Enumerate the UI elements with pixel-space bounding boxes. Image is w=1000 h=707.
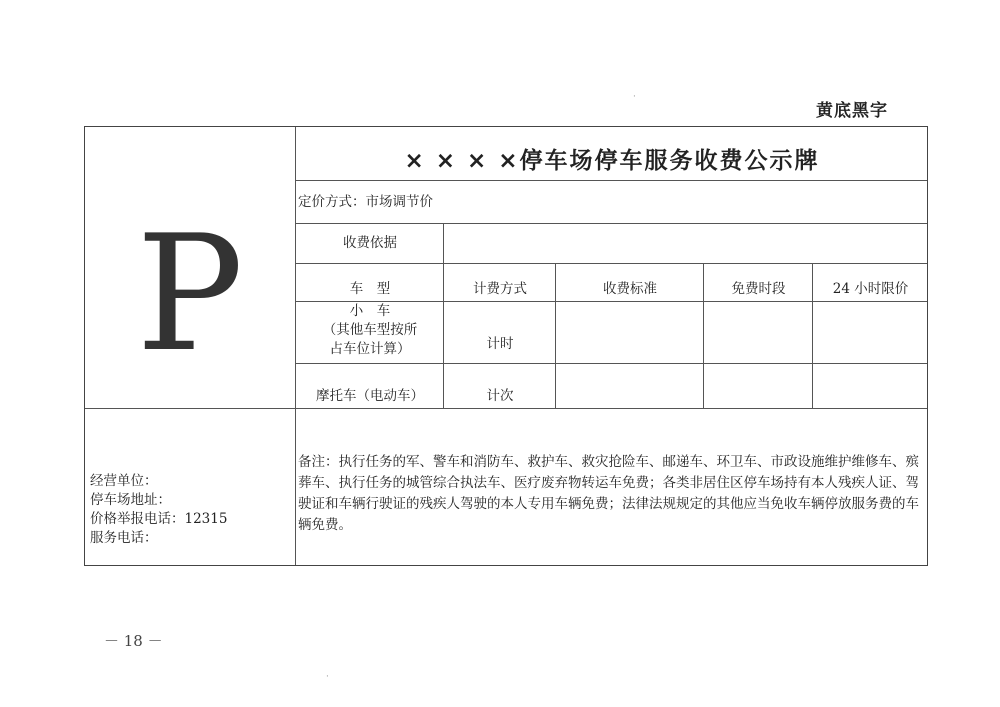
col-header-fee-standard: 收费标准 [603, 281, 657, 297]
sign-title: × × × ×停车场停车服务收费公示牌 [404, 148, 820, 174]
vehicle-line: 摩托车（电动车） [316, 388, 424, 404]
table-row-vehicle [296, 387, 444, 406]
scan-speck: · [326, 672, 329, 682]
divider [295, 223, 927, 224]
remark-text: 备注：执行任务的军、警车和消防车、救护车、救灾抢险车、邮递车、环卫车、市政设施维护维修车、殡葬车、执行任务的城管综合执法车、医疗废弃物转运车免费；各类非居住区停车场持有本人残疾人证、驾驶证和车辆行驶证的残疾人驾驶的本人专用车辆免费；法律法规规定的其他应当免收车辆停放服务费的车辆免费。 [298, 454, 919, 533]
price-report-phone: 价格举报电话：12315 [90, 511, 228, 527]
divider [295, 363, 927, 364]
vehicle-line: 占车位计算） [329, 341, 411, 357]
divider [295, 180, 927, 181]
service-phone: 服务电话： [90, 530, 158, 546]
page-number: － 18 － [104, 632, 163, 650]
col-header-vehicle-type: 车 型 [349, 281, 391, 297]
parking-address: 停车场地址： [90, 492, 171, 508]
color-requirement-note: 黄底黑字 [816, 101, 888, 121]
operator-info [90, 472, 227, 548]
table-row-vehicle [296, 302, 444, 359]
pricing-method: 定价方式：市场调节价 [298, 194, 433, 210]
col-header-billing-method: 计费方式 [473, 281, 527, 297]
vehicle-line: 小 车 [349, 303, 391, 319]
operator-unit: 经营单位： [90, 473, 158, 489]
divider [295, 263, 927, 264]
table-row-billing: 计次 [486, 388, 514, 404]
col-header-24h-cap: 24 小时限价 [832, 281, 909, 297]
fee-basis-label: 收费依据 [343, 235, 397, 251]
table-row-billing: 计时 [486, 336, 514, 352]
parking-logo-p: P [136, 200, 244, 387]
col-header-free-period: 免费时段 [731, 281, 786, 297]
scan-speck: · [633, 92, 636, 102]
vehicle-line: （其他车型按所 [322, 322, 418, 338]
divider [85, 408, 927, 409]
